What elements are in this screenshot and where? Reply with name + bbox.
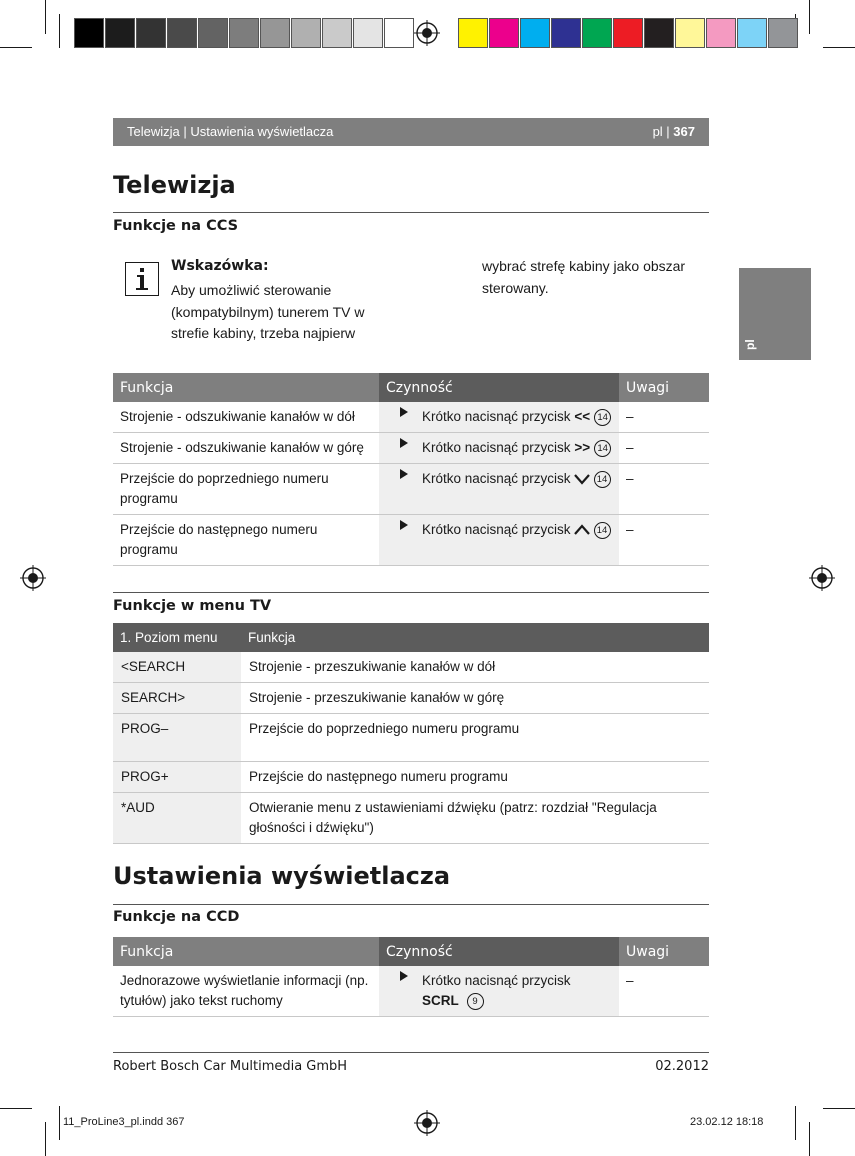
table-row — [113, 464, 709, 515]
column-header: Funkcja — [241, 623, 709, 652]
function-cell: Strojenie - przeszukiwanie kanałów w górę — [241, 683, 709, 714]
key-number-badge: 14 — [594, 471, 611, 488]
table-row — [113, 433, 709, 464]
column-header: Uwagi — [619, 937, 709, 966]
registration-mark-icon — [809, 565, 835, 591]
function-cell: Przejście do następnego numeru programu — [241, 762, 709, 793]
action-cell — [379, 515, 619, 566]
note-text-col2: wybrać strefę kabiny jako obszar sterowany. — [482, 258, 686, 296]
action-cell — [379, 966, 619, 1017]
action-text: Krótko nacisnąć przycisk — [422, 973, 571, 988]
function-cell: Przejście do następnego numeru programu — [113, 515, 379, 566]
action-text: Krótko nacisnąć przycisk — [422, 471, 571, 486]
function-cell: Strojenie - odszukiwanie kanałów w dół — [113, 402, 379, 433]
header-lang: pl | — [652, 124, 674, 139]
footer-company: Robert Bosch Car Multimedia GmbH — [113, 1059, 348, 1074]
note-cell: – — [619, 433, 709, 464]
column-header: Czynność — [379, 373, 619, 402]
menu-level-cell: PROG– — [113, 714, 241, 762]
print-slug-timestamp: 23.02.12 18:18 — [690, 1116, 764, 1128]
divider — [113, 212, 709, 213]
header-section-title: Telewizja | Ustawienia wyświetlacza — [127, 124, 334, 139]
table-row — [113, 966, 709, 1017]
key-label: >> — [574, 440, 591, 455]
bullet-triangle-icon — [400, 520, 408, 530]
ccs-table — [113, 373, 709, 566]
chevron-up-icon — [574, 524, 590, 536]
divider — [113, 904, 709, 905]
menu-level-cell: PROG+ — [113, 762, 241, 793]
function-cell: Przejście do poprzedniego numeru programu — [113, 464, 379, 515]
key-number-badge: 14 — [594, 522, 611, 539]
menu-level-cell: *AUD — [113, 793, 241, 844]
column-header: Funkcja — [113, 937, 379, 966]
key-label: SCRL — [422, 993, 459, 1008]
function-cell: Otwieranie menu z ustawieniami dźwięku (patrz: rozdział "Regulacja głośności i dźwięku") — [241, 793, 709, 844]
footer-date: 02.2012 — [655, 1059, 709, 1074]
grayscale-color-bar — [74, 18, 415, 48]
bullet-triangle-icon — [400, 438, 408, 448]
registration-mark-icon — [20, 565, 46, 591]
action-cell — [379, 402, 619, 433]
ccs-heading: Funkcje na CCS — [113, 218, 239, 234]
note-cell: – — [619, 464, 709, 515]
function-cell: Jednorazowe wyświetlanie informacji (np. tytułów) jako tekst ruchomy — [113, 966, 379, 1017]
bullet-triangle-icon — [400, 971, 408, 981]
registration-mark-icon — [414, 1110, 440, 1136]
header-page-number — [653, 124, 695, 139]
chevron-down-icon — [574, 473, 590, 485]
function-cell: Strojenie - przeszukiwanie kanałów w dół — [241, 652, 709, 683]
ccd-heading: Funkcje na CCD — [113, 909, 240, 925]
section-title-tv: Telewizja — [113, 171, 236, 199]
info-icon — [125, 262, 159, 296]
table-row — [113, 402, 709, 433]
table-header-row — [113, 623, 709, 652]
running-header — [113, 118, 709, 146]
table-header-row — [113, 937, 709, 966]
column-header: 1. Poziom menu — [113, 623, 241, 652]
function-cell: Przejście do poprzedniego numeru programu — [241, 714, 709, 762]
side-tab-label: pl — [743, 339, 757, 350]
note-cell: – — [619, 515, 709, 566]
table-header-row — [113, 373, 709, 402]
column-header: Funkcja — [113, 373, 379, 402]
cmyk-color-bar — [458, 18, 799, 48]
menu-level-cell: SEARCH> — [113, 683, 241, 714]
note-text-col1: Aby umożliwić sterowanie (kompatybilnym) tunerem TV w strefie kabiny, trzeba najpierw — [171, 282, 365, 341]
section-title-display: Ustawienia wyświetlacza — [113, 862, 451, 890]
menu-heading: Funkcje w menu TV — [113, 598, 272, 614]
bullet-triangle-icon — [400, 469, 408, 479]
note-title: Wskazówka: — [171, 258, 269, 274]
action-cell — [379, 433, 619, 464]
table-row — [113, 762, 709, 793]
divider — [113, 592, 709, 593]
note-cell: – — [619, 402, 709, 433]
registration-mark-icon — [414, 20, 440, 46]
page-number: 367 — [673, 124, 695, 139]
menu-level-cell: <SEARCH — [113, 652, 241, 683]
footer-divider — [113, 1052, 709, 1053]
table-row — [113, 683, 709, 714]
action-text: Krótko nacisnąć przycisk — [422, 409, 571, 424]
menu-table — [113, 623, 709, 844]
key-label: << — [574, 409, 591, 424]
table-row — [113, 515, 709, 566]
table-row — [113, 652, 709, 683]
note-cell: – — [619, 966, 709, 1017]
key-number-badge: 14 — [594, 440, 611, 457]
key-number-badge: 9 — [467, 993, 484, 1010]
language-side-tab — [739, 268, 811, 360]
table-row — [113, 793, 709, 844]
function-cell: Strojenie - odszukiwanie kanałów w górę — [113, 433, 379, 464]
ccd-table — [113, 937, 709, 1017]
action-text: Krótko nacisnąć przycisk — [422, 440, 571, 455]
action-text: Krótko nacisnąć przycisk — [422, 522, 571, 537]
column-header: Uwagi — [619, 373, 709, 402]
bullet-triangle-icon — [400, 407, 408, 417]
print-slug-file: 11_ProLine3_pl.indd 367 — [63, 1116, 185, 1128]
column-header: Czynność — [379, 937, 619, 966]
action-cell — [379, 464, 619, 515]
key-number-badge: 14 — [594, 409, 611, 426]
table-row — [113, 714, 709, 762]
